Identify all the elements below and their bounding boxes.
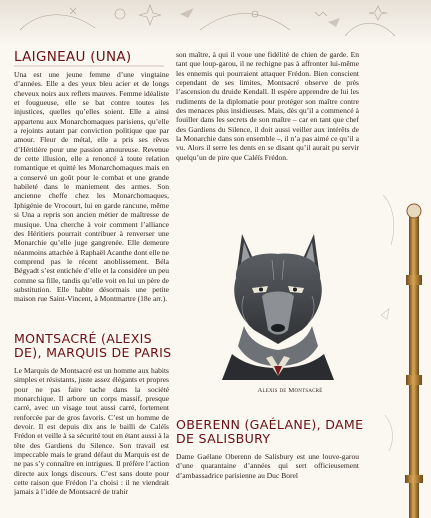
montsacre-body-left [14,366,169,516]
montsacre-body-right [176,50,359,222]
ornament-icon [0,0,431,46]
oberenn-text: Dame Gaélane Oberenn de Salisbury est une louve-garou d’une quarantaine d’années qui sert officieusement d’ambassadrice parisienne au Duc Borel [176,452,359,480]
heading-underline [14,64,164,68]
laigneau-body [14,70,169,304]
section-heading-montsacre: MONTSACRÉ (ALEXIS DE), MARQUIS DE PARIS [14,331,172,360]
montsacre-text-left: Le Marquis de Montsacré est un homme aux habits simples et résistants, juste assez élégants et propres pour ne pas faire tache dans la société monarchique. Il arbore un corps massif, presque carré, avec un visage tout aussi carré, fortement renforcée par de gros favoris. C’est un homme de devoir. Il est depuis dix ans le bailli de Caléïs Frédon et veille à sa sécurité tout en étant aussi à la tête des Gardiens du Silence. Son travail est impeccable mais le grand défaut du Marquis est de ne pas s’y connaître en intrigues. Il préfère l’action directe aux longs discours. C’est sans doute pour cette raison que Frédon l’a choisi : il ne viendrait jamais à l’idée de Montsacré de trahir [14,366,169,497]
telescope-icon [375,175,431,518]
portrait-caption: Alexis de Montsacré [257,387,323,394]
montsacre-text-right: son maître, à qui il voue une fidélité de chien de garde. En tant que loup-garou, il ne rechigne pas à affronter lui-même les ennemis qui pourraient attaquer Frédon. Bien conscient cependant de ses limites, Montsacré observe de près l’ascension du druide Kendall. Il espère apprendre de lui les rudiments de la diplomatie pour protéger son maître contre des menaces plus insidieuses. Mais, dès qu’il a commencé à fouiller dans les secrets de son maître – car en tant que chef des Gardiens du Silence, il doit aussi veiller aux intérêts de la Monarchie dans son ensemble –, il n’a pas aimé ce qu’il a vu. Alors il serre les dents en se disant qu’il aurait pu servir quelqu’un de pire que Caléïs Frédon. [176,50,359,162]
section-heading-laigneau: LAIGNEAU (UNA) [14,49,132,65]
werewolf-portrait [214,226,342,380]
laigneau-text: Una est une jeune femme d’une vingtaine d’années. Elle a des yeux bleu acier et de longs cheveux noirs aux reflets mauves. Femme idéaliste et fougueuse, elle se bat contre toutes les injustices, quelles qu’elles soient. Elle a ainsi appartenu aux Monarchomaques parisiens, qu’elle a rejoints autant par conviction politique que par amour. Fleur de métal, elle a pris ses rêves d’Héritière pour une passion amoureuse. Revenue de cette illusion, elle a renoncé à toute relation romantique et quitté les Monarchomaques mais en a conservé un goût pour le combat et une grande habileté dans le maniement des armes. Son ancienne cheffe chez les Monarchomaques, Iphigénie de Vrocourt, lui en garde rancune, même si Una a repris son ancien métier de maîtresse de musique. Una cherche à voir comment l’alliance des Héritiers pourrait contribuer à renverser une Monarchie qu’elle juge gangrenée. Elle demeure néanmoins attachée à Raphaël Acanthe dont elle ne comprend pas le récent anoblissement. Béla Bégyadt s’est entichée d’elle et la considère un peu comme sa fille, tandis qu’elle voit en lui un père de substitution. Elle habite désormais une petite maison rue Saint-Vincent, à Montmartre (18e arr.). [14,70,169,304]
oberenn-body [176,452,359,480]
section-heading-oberenn: OBERENN (GAÉLANE), DAME DE SALISBURY [176,417,364,446]
